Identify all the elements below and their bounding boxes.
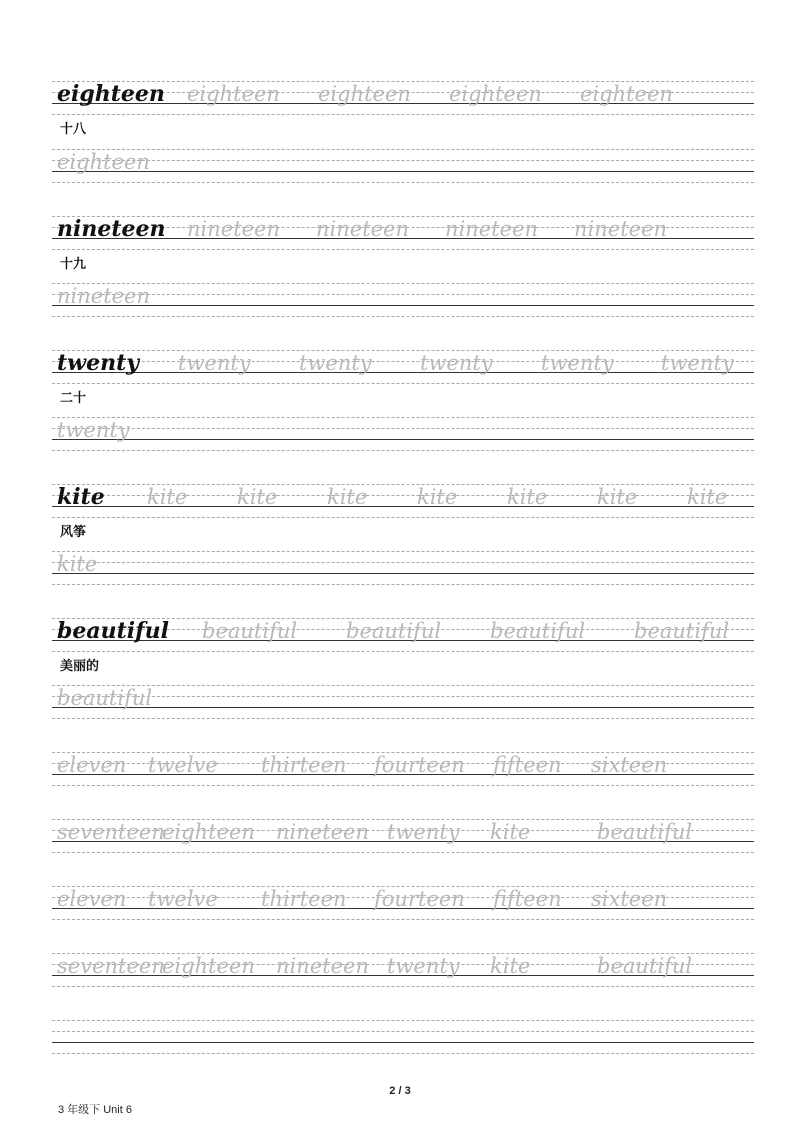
writing-band xyxy=(52,618,754,652)
review-word: thirteen xyxy=(261,753,347,777)
chinese-meaning: 美丽的 xyxy=(60,659,100,674)
trace-word: twenty xyxy=(541,351,614,375)
chinese-meaning: 风筝 xyxy=(60,525,87,540)
review-word: eighteen xyxy=(162,954,255,978)
writing-band xyxy=(52,283,754,317)
review-band xyxy=(52,819,754,853)
trace-word: kite xyxy=(687,485,728,509)
practice-word: eighteen xyxy=(57,150,150,174)
practice-word: beautiful xyxy=(57,686,153,710)
trace-word: kite xyxy=(417,485,458,509)
trace-word: beautiful xyxy=(346,619,442,643)
review-word: twenty xyxy=(387,820,460,844)
review-word: eleven xyxy=(57,753,127,777)
review-word: seventeen xyxy=(57,820,165,844)
trace-word: beautiful xyxy=(490,619,586,643)
review-word: thirteen xyxy=(261,887,347,911)
trace-word: beautiful xyxy=(634,619,730,643)
practice-word: kite xyxy=(57,552,98,576)
trace-word: twenty xyxy=(178,351,251,375)
writing-band xyxy=(52,216,754,250)
trace-word: twenty xyxy=(420,351,493,375)
review-word: kite xyxy=(490,954,531,978)
review-word: twelve xyxy=(148,753,218,777)
review-word: fourteen xyxy=(374,753,465,777)
footer-label: 3 年级下 Unit 6 xyxy=(58,1104,132,1116)
target-word: nineteen xyxy=(57,216,166,242)
trace-word: eighteen xyxy=(449,82,542,106)
chinese-meaning: 十九 xyxy=(60,257,87,272)
review-band xyxy=(52,953,754,987)
trace-word: beautiful xyxy=(202,619,298,643)
chinese-meaning: 十八 xyxy=(60,122,87,137)
review-band xyxy=(52,752,754,786)
review-word: seventeen xyxy=(57,954,165,978)
review-word: twelve xyxy=(148,887,218,911)
writing-band xyxy=(52,350,754,384)
writing-band xyxy=(52,149,754,183)
trace-word: kite xyxy=(327,485,368,509)
review-word: fifteen xyxy=(493,887,562,911)
target-word: eighteen xyxy=(57,81,165,107)
review-word: eleven xyxy=(57,887,127,911)
target-word: twenty xyxy=(57,350,140,376)
trace-word: nineteen xyxy=(574,217,668,241)
review-word: nineteen xyxy=(276,820,370,844)
chinese-meaning: 二十 xyxy=(60,391,87,406)
practice-word: twenty xyxy=(57,418,130,442)
writing-band xyxy=(52,484,754,518)
trace-word: twenty xyxy=(661,351,734,375)
review-word: sixteen xyxy=(591,753,668,777)
writing-band xyxy=(52,551,754,585)
page-number: 2 / 3 xyxy=(389,1085,411,1097)
trace-word: nineteen xyxy=(316,217,410,241)
writing-band xyxy=(52,81,754,115)
review-word: eighteen xyxy=(162,820,255,844)
target-word: kite xyxy=(57,484,105,510)
writing-band xyxy=(52,685,754,719)
review-word: twenty xyxy=(387,954,460,978)
review-word: beautiful xyxy=(597,954,693,978)
review-word: fifteen xyxy=(493,753,562,777)
trace-word: kite xyxy=(147,485,188,509)
trace-word: kite xyxy=(507,485,548,509)
blank-band xyxy=(52,1020,754,1054)
trace-word: eighteen xyxy=(580,82,673,106)
writing-band xyxy=(52,417,754,451)
target-word: beautiful xyxy=(57,618,169,644)
trace-word: nineteen xyxy=(445,217,539,241)
review-word: nineteen xyxy=(276,954,370,978)
trace-word: twenty xyxy=(299,351,372,375)
trace-word: kite xyxy=(597,485,638,509)
review-word: sixteen xyxy=(591,887,668,911)
practice-word: nineteen xyxy=(57,284,151,308)
review-band xyxy=(52,886,754,920)
trace-word: eighteen xyxy=(187,82,280,106)
review-word: kite xyxy=(490,820,531,844)
trace-word: nineteen xyxy=(187,217,281,241)
trace-word: eighteen xyxy=(318,82,411,106)
review-word: beautiful xyxy=(597,820,693,844)
review-word: fourteen xyxy=(374,887,465,911)
trace-word: kite xyxy=(237,485,278,509)
